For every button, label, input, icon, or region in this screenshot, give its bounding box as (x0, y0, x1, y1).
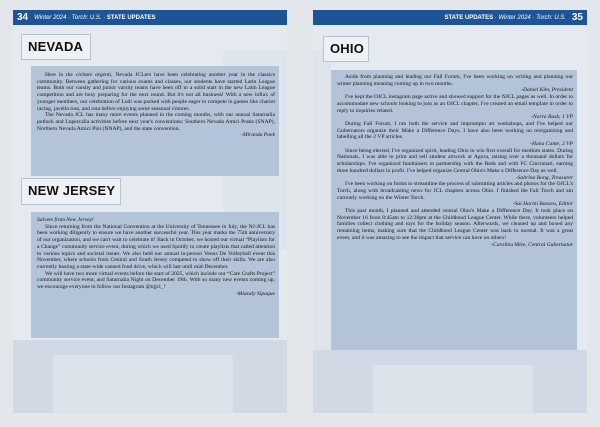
nevada-article: Here in the civitate argenti, Nevada JCLers have been celebrating another year in the classics community. Between gathering for various exams and classes, our students have started Latin League teams. Both our varsity and junior varsity teams have been off to a solid start in the new Latin League competition and are busy preparing for the next round. But it's not all business! With a new influx of younger members, our celebration of Ludi was packed with people eager to compete in games like chariot racing, javelin toss, and rota before enjoying some seasonal s'mores. The Nevada JCL has many more events planned in the coming months, with our annual Saturnalia potluck and Lupercalia activities before next year's conventions: Southern Nevada Amici Pratis (SNAP), Northern Nevada Amici Pini (NNAP), and the state convention. -Miranda Paek (37, 72, 275, 139)
newjersey-article (37, 217, 275, 297)
ohio-entry-text: I've kept the OJCL instagram page active and showed support for the NJCL pages as well. In order to accommodate new schools looking to join as an OJCL chapter, I've created an email template in order to reply to inquiries related. (337, 94, 573, 114)
newjersey-paragraph-2: We will have two more virtual events before the start of 2025, which include our “Care Crafts Project” community service event, and Saturnalia Night on December 19th. With so many new events coming up, we encourage everyone to follow our Instagram @njjcl_! (37, 270, 275, 291)
ohio-entry-signature: -Daniel Kim, President (521, 87, 573, 94)
ohio-entry-signature: -Norra Rush, 1 VP (531, 114, 573, 121)
page-header (313, 10, 587, 25)
header-text: Winter 2024 · Torch: U.S. · STATE UPDATES (34, 14, 156, 21)
ohio-title-box (323, 36, 369, 62)
ohio-entry-text: This past month, I planned and attended central Ohio's Make a Difference Day. It took place on November 16 from 8:45am to 12:30pm at the Childhood League Center. While there, volunteers helped families collect clothing and toys for the holiday season. Afterwards, we cleaned up and boxed any remaining items, making sure that the Childhood League Center was back to normal. It was a great event, and it was amazing to see the impact that service can have on others! (337, 208, 573, 241)
newjersey-greeting: Salvete from New Jersey! (37, 217, 94, 223)
right-page (313, 10, 587, 413)
header-text: STATE UPDATES · Winter 2024 · Torch: U.S. (444, 14, 566, 21)
newjersey-title-box (21, 178, 121, 205)
page-number: 34 (17, 12, 29, 23)
ohio-entry-text: Since being elected, I've organized spirit, leading Ohio to win first overall for medium states. During Nationals, I was able to print and sell student artwork at Agora, raising over a thousand dollars for scholarships. I've organized fundraisers in partnership with the Reds and with FC Cincinnati, earning three hundred dollars in profit. I've helped organize Central Ohio's Make a Difference Day as well. (337, 147, 573, 174)
nevada-signature: -Miranda Paek (240, 132, 275, 139)
page-header (13, 10, 287, 25)
ohio-entry-signature: -Hana Cante, 2 VP (530, 141, 573, 148)
newjersey-signature: -Miazaly Sipaque (235, 290, 275, 297)
ohio-article (337, 74, 573, 248)
ohio-entry-text: During Fall Forum, I ran both the service and impromptu art workshops, and I've helped our Gubernators organize their Make a Difference Days. I have also been working on reorganizing and labelling all the 2 VP articles. (337, 120, 573, 141)
page-number: 35 (571, 12, 583, 23)
section-title-nevada: NEVADA (28, 39, 84, 54)
newjersey-paragraph-1: Since returning from the National Convention at the University of Tennessee in July, the NJ-JCL has been working diligently to ensure we have another successful year. This year marks the 75th anniversary of our organization, and we can't wait to celebrate it! Back in October, we hosted our virtual “Playlists for a Change” community service event, during which we used Spotify to create playlists that called attention to various topics and societal issues. We also held our annual in-person Venus De Volleyball event this November, where schools from Central and South Jersey competed to show off their skills. We are also currently hosting a state-wide canned food drive, which will last until mid-December. (37, 223, 275, 270)
ohio-entry-signature: -Sai Harini Basava, Editor (512, 201, 573, 208)
ohio-entry-text: Aside from planning and leading our Fall Forum, I've been working on writing and planning our winter planning meaning coming up in two months. (337, 74, 573, 87)
ohio-entry-signature: -Sabrina Bong, Treasurer (515, 174, 573, 181)
ohio-entry-text: I've been working on forms to streamline the process of submitting articles and photos for the OJCL's Torch, along with broadcasting news for JCL chapters across Ohio. I finished the Fall Torch and am currently working on the Winter Torch. (337, 181, 573, 201)
section-title-ohio: OHIO (330, 41, 365, 56)
nevada-paragraph-2: The Nevada JCL has many more events planned in the coming months, with our annual Saturnalia potluck and Lupercalia activities before next year's conventions: Southern Nevada Amici Pratis (SNAP), Northern Nevada Amici Pini (NNAP), and the state convention. (37, 112, 275, 132)
left-page (13, 10, 287, 413)
ohio-entry-signature: -Carolina Mize, Central Gubernator (491, 241, 573, 248)
nevada-title-box (21, 34, 91, 60)
section-title-new-jersey: NEW JERSEY (28, 183, 116, 198)
